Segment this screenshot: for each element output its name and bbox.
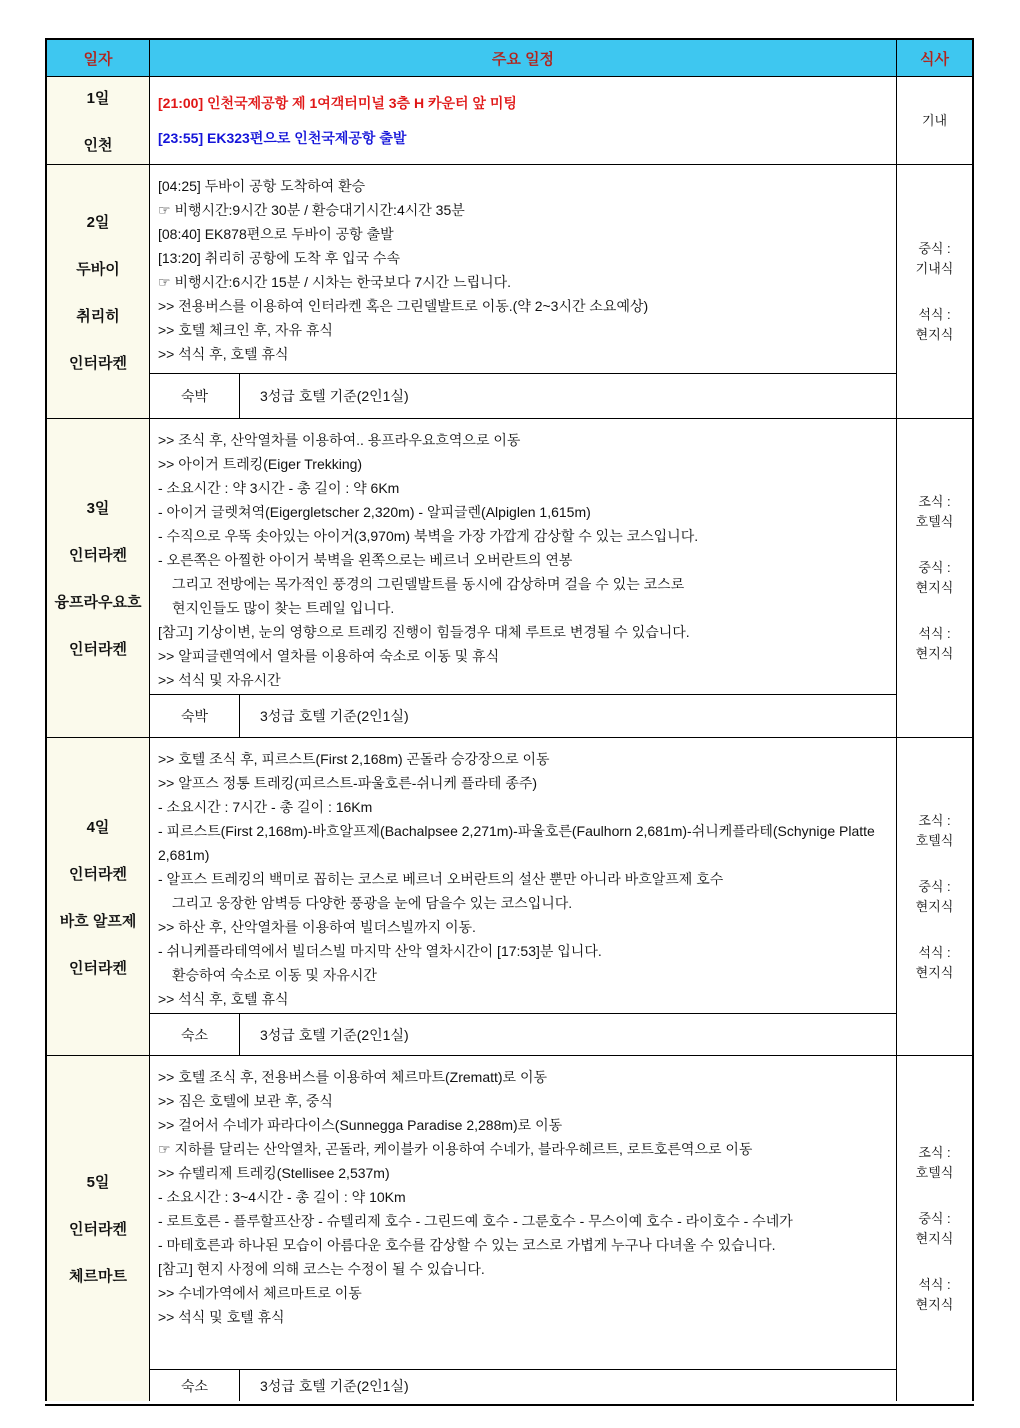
header-date-column: 일자 xyxy=(47,40,150,76)
meal-value: 현지식 xyxy=(915,1230,954,1246)
schedule-line: >> 석식 및 호텔 휴식 xyxy=(158,1309,285,1325)
meal-value: 호텔식 xyxy=(915,1164,954,1180)
lodging-label: 숙박 xyxy=(150,374,240,418)
schedule-lines xyxy=(150,77,896,164)
table-row-day1 xyxy=(47,77,972,165)
schedule-cell xyxy=(150,419,897,737)
meal-label: 조식 : xyxy=(918,812,951,828)
meal-label: 조식 : xyxy=(918,1144,951,1160)
schedule-line: - 수직으로 우뚝 솟아있는 아이거(3,970m) 북벽을 가장 가깝게 감상할 수 있는 코스입니다. xyxy=(158,528,699,544)
schedule-line: - 소요시간 : 3~4시간 - 총 길이 : 약 10Km xyxy=(158,1189,406,1205)
day-cell xyxy=(47,165,150,418)
lodging-value: 3성급 호텔 기준(2인1실) xyxy=(260,388,409,404)
meal-entry xyxy=(916,1143,954,1183)
lodging-row xyxy=(150,694,896,737)
day-number: 3일 xyxy=(86,500,110,517)
meal-label: 중식 : xyxy=(918,1210,951,1226)
schedule-line: >> 슈텔리제 트레킹(Stellisee 2,537m) xyxy=(158,1165,390,1181)
day-location: 인터라켄 xyxy=(69,1221,127,1238)
meal-label: 석식 : xyxy=(918,626,951,641)
lodging-value: 3성급 호텔 기준(2인1실) xyxy=(260,708,409,724)
lodging-label: 숙박 xyxy=(150,695,240,737)
table-header-row xyxy=(47,40,972,77)
meal-value: 현지식 xyxy=(915,646,954,661)
table-row-day2 xyxy=(47,165,972,419)
day-location: 두바이 xyxy=(76,260,120,278)
schedule-line: - 소요시간 : 약 3시간 - 총 길이 : 약 6Km xyxy=(158,480,400,496)
schedule-line: - 소요시간 : 7시간 - 총 길이 : 16Km xyxy=(158,799,373,815)
lodging-value: 3성급 호텔 기준(2인1실) xyxy=(260,1377,409,1394)
meal-label: 석식 : xyxy=(918,306,951,322)
schedule-line: [참고] 현지 사정에 의해 코스는 수정이 될 수 있습니다. xyxy=(158,1261,485,1277)
meal-entry xyxy=(916,239,954,279)
day-location: 바흐 알프제 xyxy=(59,912,137,930)
meal-value: 현지식 xyxy=(915,898,954,914)
schedule-cell xyxy=(150,738,897,1055)
schedule-line: >> 알피글렌역에서 열차를 이용하여 숙소로 이동 및 휴식 xyxy=(158,648,500,664)
schedule-line: - 오른쪽은 아찔한 아이거 북벽을 왼쪽으로는 베르너 오버란트의 연봉 xyxy=(158,552,573,568)
meal-label: 중식 : xyxy=(918,878,951,894)
schedule-line: [08:40] EK878편으로 두바이 공항 출발 xyxy=(158,226,394,242)
meal-entry xyxy=(916,943,954,983)
schedule-line: >> 알프스 정통 트레킹(피르스트-파울호른-쉬니케 플라테 종주) xyxy=(158,775,538,791)
schedule-line: - 로트호른 - 플루할프산장 - 슈텔리제 호수 - 그린드예 호수 - 그룬호수 - 무스이예 호수 - 라이호수 - 수네가 xyxy=(158,1213,793,1229)
meal-cell xyxy=(897,419,972,737)
meal-value: 현지식 xyxy=(915,964,954,980)
meal-entry xyxy=(916,492,954,532)
schedule-line: ☞ 지하를 달리는 산악열차, 곤돌라, 케이블카 이용하여 수네가, 블라우헤르트, 로트호른역으로 이동 xyxy=(158,1141,753,1157)
header-meal-column: 식사 xyxy=(920,50,949,68)
schedule-line: >> 석식 및 자유시간 xyxy=(158,672,281,688)
lodging-value: 3성급 호텔 기준(2인1실) xyxy=(260,1026,409,1043)
schedule-line: >> 호텔 조식 후, 피르스트(First 2,168m) 곤돌라 승강장으로 이동 xyxy=(158,751,550,767)
schedule-lines xyxy=(150,165,896,373)
meal-label: 석식 : xyxy=(918,944,951,960)
table-row-day4 xyxy=(47,738,972,1056)
meal-cell xyxy=(897,1056,972,1401)
meal-entry xyxy=(916,558,954,598)
day-number: 4일 xyxy=(86,818,110,836)
meal-label: 중식 : xyxy=(918,240,951,256)
schedule-line: 그리고 웅장한 암벽등 다양한 풍광을 눈에 담을수 있는 코스입니다. xyxy=(172,895,573,911)
lodging-label: 숙소 xyxy=(150,1014,240,1055)
meal-entry: 기내 xyxy=(921,112,948,128)
schedule-line: >> 석식 후, 호텔 휴식 xyxy=(158,991,289,1007)
schedule-line: >> 걸어서 수네가 파라다이스(Sunnegga Paradise 2,288m)로 이동 xyxy=(158,1117,563,1133)
day-number: 5일 xyxy=(86,1174,110,1191)
schedule-line: >> 호텔 조식 후, 전용버스를 이용하여 체르마트(Zrematt)로 이동 xyxy=(158,1069,548,1085)
meal-cell xyxy=(897,77,972,164)
schedule-line: [참고] 기상이변, 눈의 영향으로 트레킹 진행이 힘들경우 대체 루트로 변경될 수 있습니다. xyxy=(158,624,690,640)
lodging-row xyxy=(150,1013,896,1055)
schedule-line: - 알프스 트레킹의 백미로 꼽히는 코스로 베르너 오버란트의 설산 뿐만 아니라 바흐알프제 호수 xyxy=(158,871,724,887)
schedule-line: [21:00] 인천국제공항 제 1여객터미널 3층 H 카운터 앞 미팅 xyxy=(158,95,517,112)
meal-entry xyxy=(916,305,954,345)
schedule-line: - 쉬니케플라테역에서 빌더스빌 마지막 산악 열차시간이 [17:53]분 입니다. xyxy=(158,943,602,959)
day-location: 인터라켄 xyxy=(69,865,127,883)
day-location: 인터라켄 xyxy=(69,641,127,658)
table-row-day3 xyxy=(47,419,972,738)
meal-value: 현지식 xyxy=(915,1296,954,1312)
lodging-row xyxy=(150,373,896,418)
meal-label: 중식 : xyxy=(918,560,951,575)
day-cell xyxy=(47,77,150,164)
day-location: 인터라켄 xyxy=(69,959,127,977)
schedule-line: >> 석식 후, 호텔 휴식 xyxy=(158,346,289,362)
schedule-cell xyxy=(150,77,897,164)
meal-entry xyxy=(916,1275,954,1315)
day-cell xyxy=(47,738,150,1055)
meal-value: 기내식 xyxy=(915,260,954,276)
schedule-line: ☞ 비행시간:6시간 15분 / 시차는 한국보다 7시간 느립니다. xyxy=(158,274,512,290)
schedule-line: 현지인들도 많이 찾는 트레일 입니다. xyxy=(172,600,395,616)
schedule-line: 그리고 전방에는 목가적인 풍경의 그린델발트를 동시에 감상하며 걸을 수 있는 코스로 xyxy=(172,576,685,592)
day-location: 인터라켄 xyxy=(69,547,127,564)
schedule-line: >> 호텔 체크인 후, 자유 휴식 xyxy=(158,322,333,338)
meal-label: 조식 : xyxy=(918,494,951,509)
lodging-row xyxy=(150,1369,896,1401)
schedule-line: >> 전용버스를 이용하여 인터라켄 혹은 그린델발트로 이동.(약 2~3시간 소요예상) xyxy=(158,298,649,314)
day-location: 인천 xyxy=(83,136,113,154)
meal-value: 호텔식 xyxy=(915,832,954,848)
meal-entry xyxy=(916,1209,954,1249)
day-number: 2일 xyxy=(86,213,110,231)
schedule-line: [13:20] 취리히 공항에 도착 후 입국 수속 xyxy=(158,250,400,266)
page-bottom-rule xyxy=(45,1404,974,1406)
day-cell xyxy=(47,1056,150,1401)
day-location: 취리히 xyxy=(76,307,120,325)
schedule-line: >> 아이거 트레킹(Eiger Trekking) xyxy=(158,456,363,472)
meal-entry xyxy=(916,811,954,851)
day-location: 체르마트 xyxy=(69,1268,127,1285)
meal-value: 현지식 xyxy=(915,580,954,595)
schedule-line: >> 하산 후, 산악열차를 이용하여 빌더스빌까지 이동. xyxy=(158,919,476,935)
schedule-lines xyxy=(150,738,896,1013)
schedule-line: [23:55] EK323편으로 인천국제공항 출발 xyxy=(158,129,407,146)
meal-value: 호텔식 xyxy=(915,514,954,529)
schedule-line: - 마테호른과 하나된 모습이 아름다운 호수를 감상할 수 있는 코스로 가볍게 누구나 다녀올 수 있습니다. xyxy=(158,1237,776,1253)
day-number: 1일 xyxy=(86,89,110,107)
lodging-label: 숙소 xyxy=(150,1370,240,1401)
header-schedule-column: 주요 일정 xyxy=(150,40,897,76)
schedule-line: - 아이거 글렛쳐역(Eigergletscher 2,320m) - 알피글렌(Alpiglen 1,615m) xyxy=(158,504,591,520)
schedule-line: [04:25] 두바이 공항 도착하여 환승 xyxy=(158,178,366,194)
meal-label: 석식 : xyxy=(918,1276,951,1292)
day-cell xyxy=(47,419,150,737)
schedule-lines xyxy=(150,419,896,694)
meal-cell xyxy=(897,165,972,418)
table-row-day5 xyxy=(47,1056,972,1401)
meal-entry xyxy=(916,624,954,664)
schedule-cell xyxy=(150,165,897,418)
schedule-line: - 피르스트(First 2,168m)-바흐알프제(Bachalpsee 2,271m)-파울호른(Faulhorn 2,681m)-쉬니케플라테(Schynige Platte 2,681m) xyxy=(158,823,875,863)
day-location: 인터라켄 xyxy=(69,354,127,372)
day-location: 융프라우요흐 xyxy=(54,594,142,611)
schedule-line: 환승하여 숙소로 이동 및 자유시간 xyxy=(172,967,377,983)
meal-entry xyxy=(916,877,954,917)
schedule-line: >> 짐은 호텔에 보관 후, 중식 xyxy=(158,1093,333,1109)
schedule-cell xyxy=(150,1056,897,1401)
itinerary-table xyxy=(45,38,974,1401)
meal-value: 현지식 xyxy=(915,326,954,342)
schedule-line: >> 조식 후, 산악열차를 이용하여.. 용프라우요흐역으로 이동 xyxy=(158,432,521,448)
schedule-line: >> 수네가역에서 체르마트로 이동 xyxy=(158,1285,362,1301)
schedule-lines xyxy=(150,1056,896,1369)
schedule-line: ☞ 비행시간:9시간 30분 / 환승대기시간:4시간 35분 xyxy=(158,202,465,218)
meal-cell xyxy=(897,738,972,1055)
